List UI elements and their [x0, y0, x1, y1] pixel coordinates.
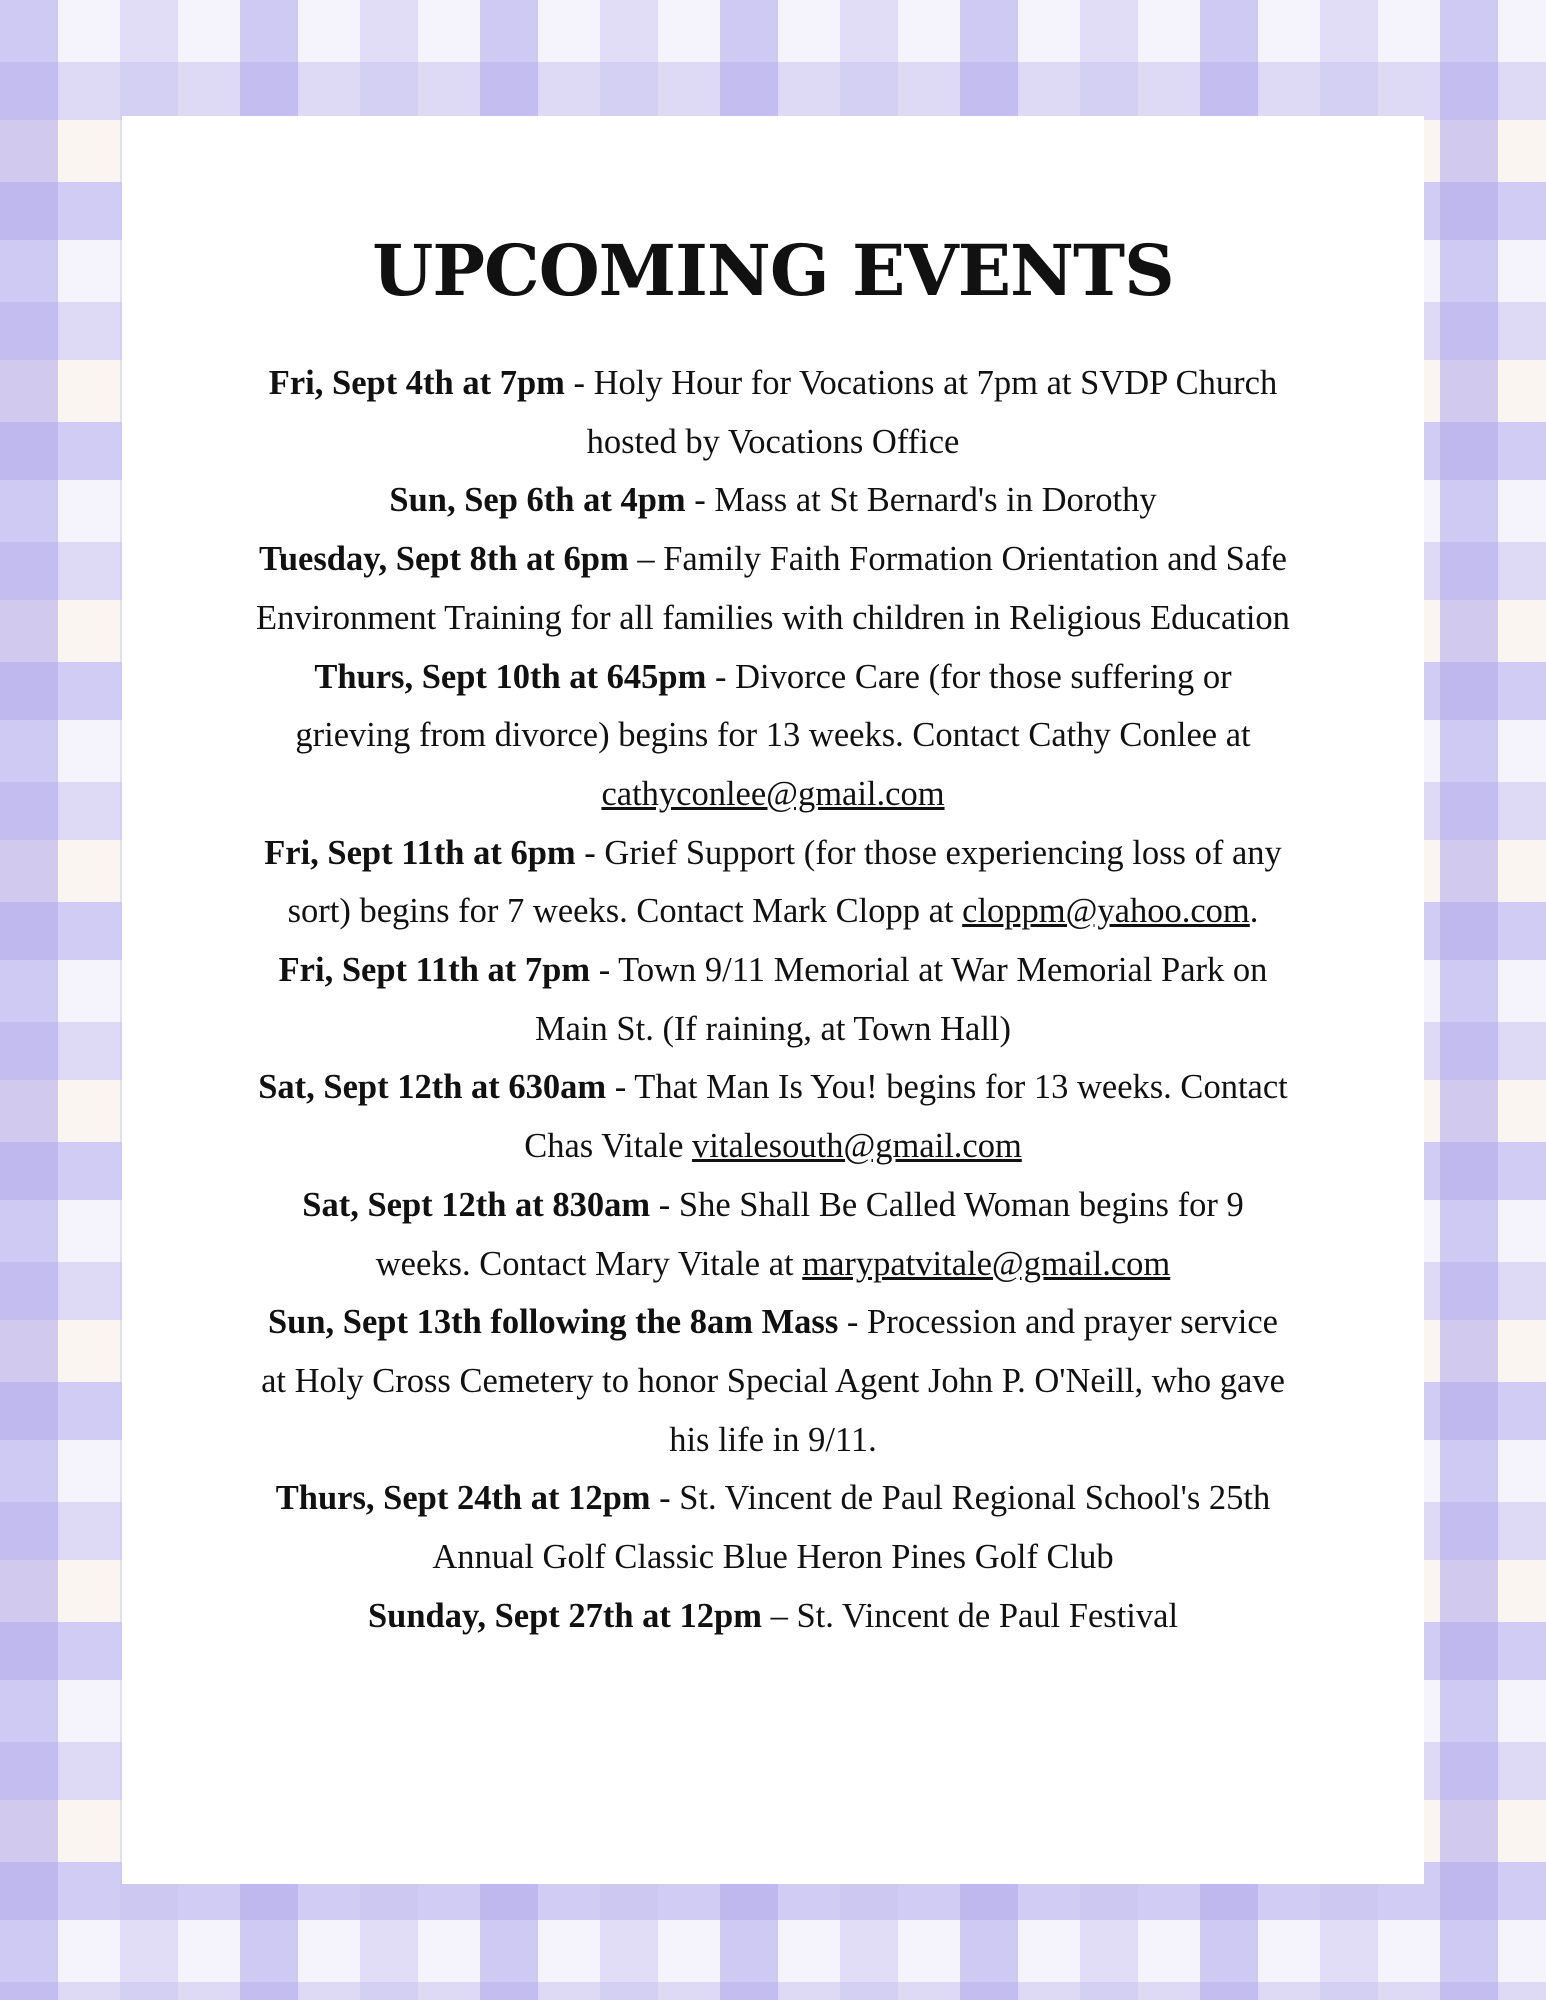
event-description: - St. Vincent de Paul Regional School's 25th Annual Golf Classic Blue Heron Pines Golf Club	[432, 1479, 1271, 1577]
event-date: Sun, Sept 13th following the 8am Mass	[268, 1303, 839, 1342]
event-description: - Town 9/11 Memorial at War Memorial Park on Main St. (If raining, at Town Hall)	[534, 951, 1268, 1048]
event-description: – Family Faith Formation Orientation and Safe Environment Training for all families with children in Religious Education	[256, 540, 1290, 637]
email-link[interactable]: cathyconlee@gmail.com	[601, 774, 945, 813]
event-date: Thurs, Sept 10th at 645pm	[314, 657, 707, 696]
event-description: - Grief Support (for those experiencing loss of any sort) begins for 7 weeks. Contact Mark Clopp at	[287, 833, 1282, 931]
event-item	[253, 1469, 1293, 1586]
event-item	[253, 530, 1293, 647]
event-item	[253, 1058, 1293, 1175]
event-date: Sat, Sept 12th at 630am	[258, 1068, 607, 1107]
event-item	[253, 824, 1293, 941]
event-date: Thurs, Sept 24th at 12pm	[275, 1479, 651, 1518]
event-date: Fri, Sept 4th at 7pm	[268, 364, 565, 402]
event-date: Sun, Sep 6th at 4pm	[389, 481, 686, 520]
event-item	[253, 648, 1293, 824]
event-date: Fri, Sept 11th at 7pm	[278, 951, 591, 990]
event-date: Sunday, Sept 27th at 12pm	[367, 1596, 762, 1635]
event-date: Fri, Sept 11th at 6pm	[264, 833, 576, 872]
event-date: Tuesday, Sept 8th at 6pm	[259, 540, 629, 579]
email-link[interactable]: vitalesouth@gmail.com	[692, 1127, 1022, 1166]
event-item	[253, 941, 1293, 1058]
event-item	[253, 471, 1293, 530]
event-description: - Mass at St Bernard's in Dorothy	[685, 481, 1157, 520]
email-link[interactable]: marypatvitale@gmail.com	[802, 1244, 1171, 1283]
event-description: - She Shall Be Called Woman begins for 9 weeks. Contact Mary Vitale at	[375, 1185, 1244, 1283]
email-link[interactable]: cloppm@yahoo.com	[962, 892, 1250, 931]
event-item	[253, 354, 1293, 471]
event-item	[253, 1587, 1293, 1646]
event-description: – St. Vincent de Paul Festival	[761, 1596, 1179, 1635]
event-trailing-text: .	[1249, 892, 1259, 931]
events-flyer-panel	[122, 116, 1424, 1884]
events-list	[253, 354, 1293, 1645]
event-item	[253, 1293, 1293, 1469]
event-item	[253, 1176, 1293, 1293]
page-title: UPCOMING EVENTS	[372, 229, 1174, 312]
event-description: - Procession and prayer service at Holy Cross Cemetery to honor Special Agent John P. O'Neill, who gave his life in 9/11.	[261, 1303, 1285, 1459]
event-description: - Divorce Care (for those suffering or grieving from divorce) begins for 13 weeks. Contact Cathy Conlee at	[295, 657, 1251, 755]
event-description: - That Man Is You! begins for 13 weeks. Contact Chas Vitale	[524, 1068, 1288, 1166]
event-date: Sat, Sept 12th at 830am	[302, 1185, 651, 1224]
event-description: - Holy Hour for Vocations at 7pm at SVDP Church hosted by Vocations Office	[564, 364, 1278, 461]
